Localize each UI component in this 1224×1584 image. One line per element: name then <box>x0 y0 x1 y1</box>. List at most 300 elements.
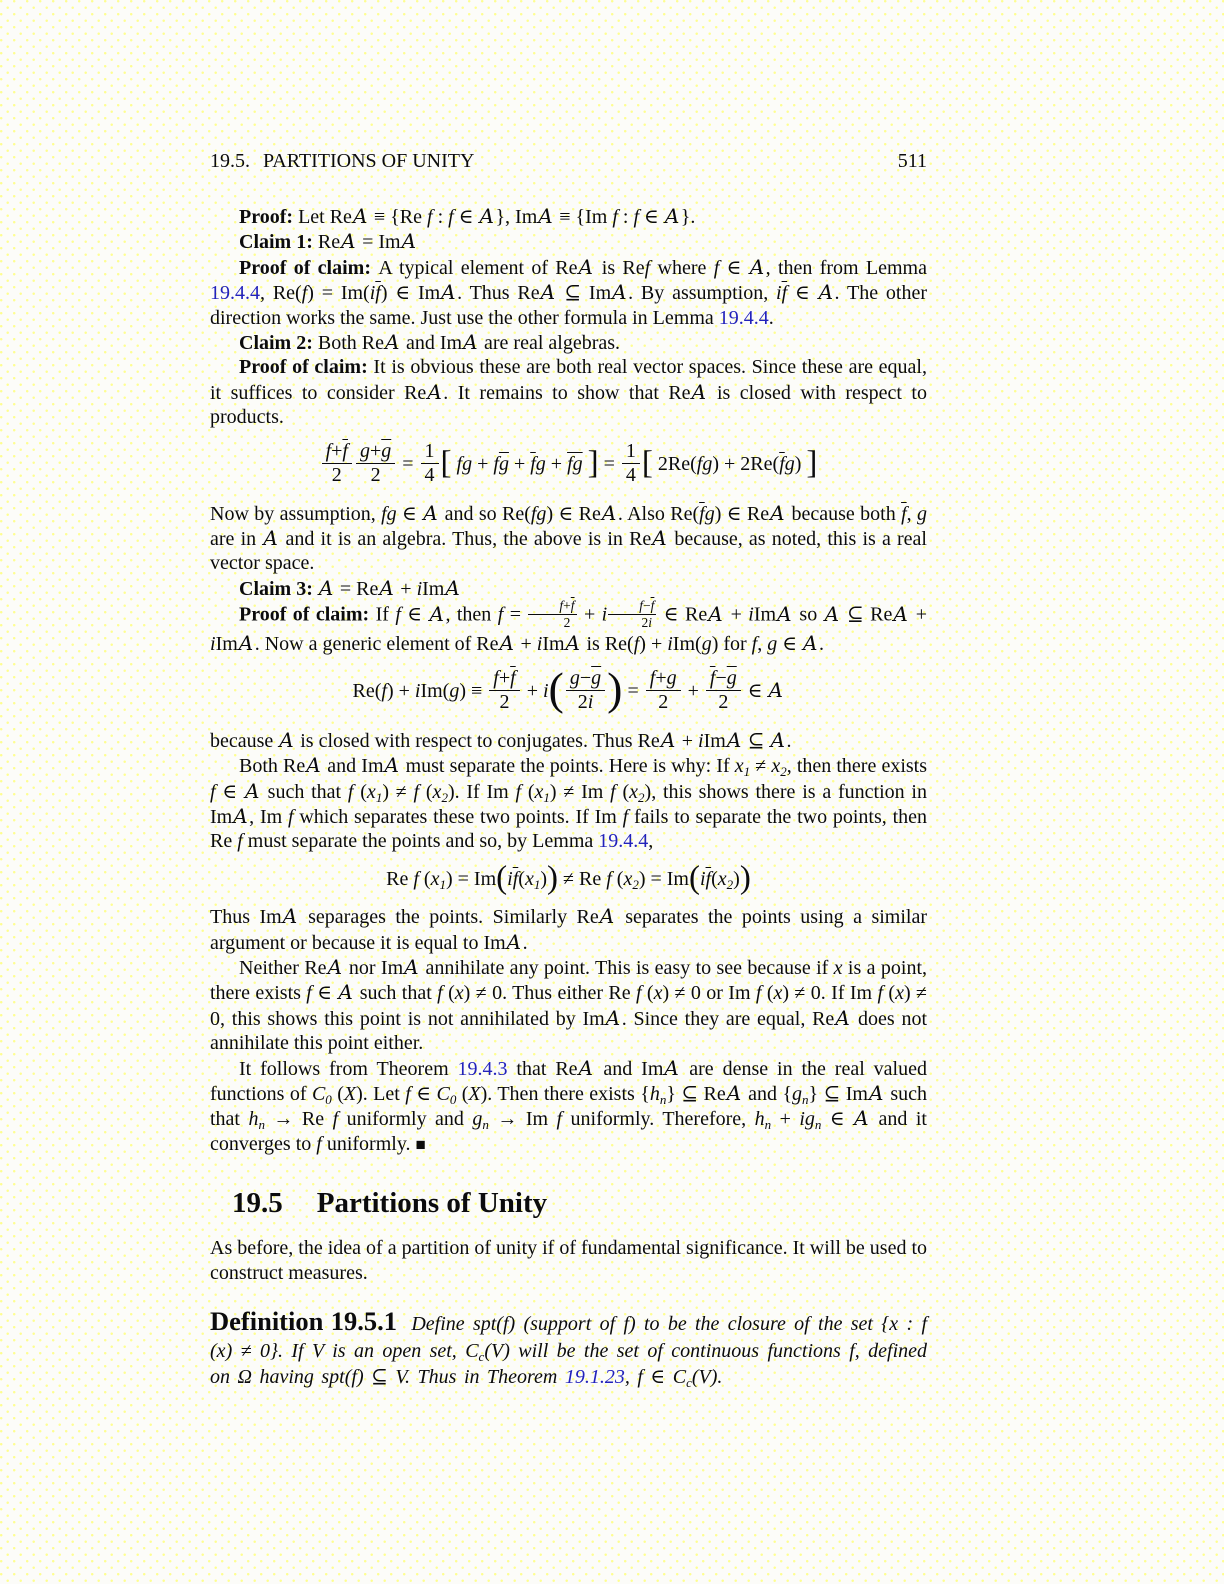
text-run: ) will be the set of continuous functions <box>503 1339 850 1362</box>
math-var: f <box>351 1366 357 1388</box>
math-var: i <box>748 603 754 626</box>
text-run: ∈ <box>396 502 423 525</box>
math-var: i <box>414 679 421 702</box>
overbar-term: $\overline{f}$ <box>705 867 712 890</box>
script-A-symbol: A <box>463 330 479 355</box>
subscript: 1 <box>375 789 383 805</box>
math-var: f <box>306 982 312 1005</box>
math-var: f <box>437 982 443 1005</box>
text-run: is Re <box>594 256 645 279</box>
text-run: → Im <box>488 1108 557 1131</box>
script-A-symbol: A <box>660 727 676 752</box>
text-run: ) ⊆ <box>356 1366 396 1388</box>
math-var: x <box>534 780 544 803</box>
text-run: + <box>498 666 511 689</box>
text-run: is Re( <box>581 633 634 656</box>
text-run: Now by assumption, <box>210 502 382 525</box>
math-var: V <box>698 1366 711 1388</box>
text-run: ( <box>442 982 455 1005</box>
math-var: f <box>610 780 616 803</box>
text-run: 2 <box>718 690 729 713</box>
text-run: ) ∈ Re <box>546 502 601 525</box>
text-run: ) to be the closure of the set { <box>629 1313 890 1335</box>
section-heading <box>232 1187 927 1219</box>
script-A-symbol: A <box>868 1080 884 1105</box>
text-run: 2 <box>563 614 571 630</box>
math-var: f <box>755 982 762 1005</box>
script-A-symbol: A <box>385 330 400 355</box>
script-A-symbol: A <box>803 631 818 656</box>
numerator <box>322 441 352 464</box>
text-run: + <box>676 729 699 752</box>
script-A-symbol: A <box>379 575 395 600</box>
math-var: i <box>536 633 543 656</box>
text-run: ≡ {Im <box>554 206 613 228</box>
text-run: . <box>819 633 824 656</box>
text-run: + <box>545 452 568 475</box>
math-var: f <box>413 780 420 803</box>
overbar-term: $\overline{g}$ <box>726 666 737 689</box>
overbar-term: $\overline{f}$ <box>570 598 575 614</box>
script-A-symbol: A <box>726 1080 742 1105</box>
denominator <box>489 691 519 713</box>
text-run: Im <box>422 577 445 600</box>
math-var: x <box>773 982 783 1005</box>
section-number: 19.5 <box>232 1187 283 1220</box>
text-run: 4 <box>625 463 636 486</box>
text-run: − <box>642 598 651 614</box>
script-A-symbol: A <box>441 280 457 305</box>
text-run: . Thus Re <box>457 282 540 305</box>
math-var: h <box>248 1108 259 1131</box>
script-A-symbol: A <box>768 677 784 702</box>
subscript: 2 <box>441 789 448 805</box>
ref-link[interactable]: 19.4.4 <box>718 306 769 329</box>
text-run: + <box>909 603 928 626</box>
text-run: which separates these two points. If Im <box>293 805 623 828</box>
text-run: + <box>724 603 749 626</box>
math-var: f <box>713 256 720 279</box>
text-run: + <box>577 603 602 626</box>
math-var: X <box>343 1082 357 1105</box>
math-var: f <box>606 867 612 890</box>
text-run: , <box>648 830 654 853</box>
text-run: ) ≠ 0. Thus either Re <box>463 982 636 1005</box>
denominator <box>566 691 605 713</box>
text-run: 2 <box>331 463 342 486</box>
text-run: ∈ <box>821 1108 854 1131</box>
text-run: ∈ <box>410 1082 437 1105</box>
text-run: ( <box>456 1082 469 1105</box>
text-run: nor Im <box>343 956 404 979</box>
text-run: separages the points. Similarly Re <box>298 906 599 929</box>
text-run: . Since they are equal, Re <box>621 1007 835 1030</box>
text-run: ⊆ Re <box>840 603 893 626</box>
subscript: c <box>686 1375 692 1390</box>
math-var: f <box>325 439 332 462</box>
math-var: g <box>535 452 546 475</box>
math-var: i <box>587 690 594 713</box>
text-run: fails to separate the two points, then Re <box>210 805 927 853</box>
equation-generic-element <box>210 663 927 715</box>
script-A-symbol: A <box>479 204 495 228</box>
bigger-delimiter: ) <box>607 663 623 715</box>
subscript: c <box>478 1348 485 1364</box>
text-run: . <box>522 931 528 954</box>
annihilate-paragraph <box>210 955 927 1056</box>
text-run: such that <box>260 780 348 803</box>
header-section-title: PARTITIONS OF UNITY <box>263 150 475 172</box>
math-var: V <box>395 1366 406 1388</box>
math-var: g <box>917 502 928 525</box>
text-run: . <box>786 729 792 752</box>
math-var: fg <box>456 452 473 475</box>
math-var: i <box>210 633 216 656</box>
text-run: ) + 2Re( <box>712 452 780 475</box>
script-A-symbol: A <box>445 575 461 600</box>
math-var: f <box>644 256 651 279</box>
math-var: x <box>629 780 639 803</box>
script-A-symbol: A <box>652 526 668 551</box>
text-run: such that <box>354 982 438 1005</box>
math-var: x <box>895 982 904 1005</box>
after-equation-paragraph <box>210 501 927 576</box>
definition-label: Definition 19.5.1 <box>210 1306 398 1336</box>
math-var: g <box>704 502 715 525</box>
big-delimiter: ) <box>739 860 751 897</box>
text-run: = <box>598 452 620 475</box>
subscript: 2 <box>780 764 787 780</box>
text-run: . The other direction works the same. Just use the other formula in Lemma <box>210 282 927 329</box>
text-run: As before, the idea of a partition of unity if of fundamental significance. It will be used to construct measures. <box>210 1237 928 1284</box>
math-var: f <box>448 206 454 228</box>
overbar-term: $\overline{f}$ <box>781 282 788 305</box>
text-run: ( <box>484 1339 491 1362</box>
math-var: x <box>216 1339 226 1362</box>
text-run: ∈ <box>215 780 244 803</box>
math-var: f <box>237 830 243 853</box>
bold-run: Proof of claim: <box>239 356 374 379</box>
text-run: ( <box>761 982 774 1005</box>
script-A-symbol: A <box>429 601 445 626</box>
text-run: Re( <box>352 679 382 702</box>
header-section-number: 19.5. <box>210 150 250 172</box>
math-var: x <box>833 956 843 979</box>
subscript: n <box>482 1117 489 1133</box>
text-run: 2 <box>499 690 510 713</box>
overbar-term: $\overline{g}$ <box>591 666 602 689</box>
math-var: ig <box>799 1108 815 1131</box>
bigger-delimiter: ( <box>548 663 564 715</box>
header-left <box>210 150 474 172</box>
script-A-symbol: A <box>352 204 368 228</box>
text-run: ). If Im <box>447 780 516 803</box>
text-run: and so Re( <box>439 502 531 525</box>
text-run: , Im <box>249 805 288 828</box>
script-A-symbol: A <box>338 980 354 1005</box>
text-run: ) ≠ Im <box>549 780 611 803</box>
text-run: Im <box>215 633 238 656</box>
math-var: f <box>877 982 884 1005</box>
big-delimiter: ] <box>587 445 599 482</box>
script-A-symbol: A <box>612 280 628 305</box>
math-var: f <box>751 633 758 656</box>
text-run: and Im <box>400 332 463 355</box>
subscript: 2 <box>638 789 645 805</box>
text-run: ≠ <box>750 755 772 778</box>
text-run: It is obvious these are both real vector spaces. Since these are equal, it suffices to consider Re <box>210 356 927 404</box>
script-A-symbol: A <box>341 229 357 254</box>
text-run: → Re <box>264 1108 333 1131</box>
math-var: C <box>311 1082 326 1105</box>
text-run: ⊆ <box>742 729 770 752</box>
math-var: f <box>559 598 564 614</box>
math-var: x <box>366 780 376 803</box>
math-var: i <box>648 614 653 630</box>
text-run: Thus Im <box>210 906 282 929</box>
text-run: + <box>515 633 537 656</box>
text-run: , Re( <box>260 282 302 305</box>
math-var: f <box>635 982 642 1005</box>
math-var: f <box>921 1313 927 1335</box>
math-var: i <box>699 867 706 890</box>
text-run: and Im <box>322 755 384 778</box>
math-var: i <box>369 282 376 305</box>
text-run: . By assumption, <box>628 282 777 305</box>
script-A-symbol: A <box>708 601 724 626</box>
text-run: ∈ <box>311 982 338 1005</box>
math-var: g <box>569 666 580 689</box>
text-run: ( <box>518 867 525 890</box>
text-run: must separate the points. Here is why: If <box>400 755 735 778</box>
math-var: f <box>502 1313 509 1335</box>
script-A-symbol: A <box>854 1106 870 1131</box>
text-run: ) <box>540 867 547 890</box>
text-run: where <box>650 256 714 279</box>
ref-link[interactable]: 19.4.4 <box>598 830 649 853</box>
subscript: n <box>814 1117 822 1133</box>
script-A-symbol: A <box>749 254 765 279</box>
script-A-symbol: A <box>605 1005 621 1030</box>
text-run: . <box>768 306 774 329</box>
separages-paragraph <box>210 904 927 955</box>
text-run: 2 <box>577 690 588 713</box>
ref-link[interactable]: 19.1.23 <box>564 1366 625 1388</box>
text-run: Im <box>753 603 777 626</box>
text-run: : <box>617 206 634 228</box>
proof-paragraph <box>210 204 927 229</box>
math-var: C <box>436 1082 450 1105</box>
overbar-term: $\overline{g}$ <box>498 452 509 475</box>
ref-link[interactable]: 19.4.3 <box>457 1057 508 1080</box>
text-run: + <box>395 577 417 600</box>
overbar-term: $\overline{fg}$ <box>567 452 583 475</box>
numerator <box>421 441 439 464</box>
overbar-term: $\overline{f}$ <box>779 452 785 475</box>
text-run: ( <box>883 982 896 1005</box>
text-run: ( <box>641 982 654 1005</box>
math-var: f <box>612 206 618 228</box>
big-delimiter: ] <box>806 445 818 482</box>
math-var: f <box>556 1108 563 1131</box>
subscript: n <box>764 1117 772 1133</box>
qed-square: ■ <box>415 1134 426 1154</box>
numerator <box>608 599 656 615</box>
big-delimiter: ( <box>688 860 700 897</box>
overbar-term: $\overline{f}$ <box>342 439 348 462</box>
text-run: }. <box>680 206 696 228</box>
script-A-symbol: A <box>506 929 522 954</box>
text-run: + <box>682 679 704 702</box>
bold-run: Proof: <box>239 206 299 228</box>
text-run: − <box>715 666 727 689</box>
math-var: g <box>701 633 712 656</box>
math-var: f <box>849 1339 855 1362</box>
definition-19-5-1 <box>210 1308 927 1391</box>
fraction <box>421 441 439 486</box>
text-run: = <box>397 452 419 475</box>
text-run: = Re <box>334 577 379 600</box>
math-var: g <box>767 633 778 656</box>
script-A-symbol: A <box>282 904 298 929</box>
text-run: 4 <box>424 463 435 486</box>
script-A-symbol: A <box>401 229 417 254</box>
text-run: is closed with respect to conjugates. Thus Re <box>295 729 660 752</box>
script-A-symbol: A <box>306 753 322 778</box>
subscript: 1 <box>743 764 751 780</box>
fraction <box>566 668 605 713</box>
text-run: and it is an algebra. Thus, the above is in Re <box>279 528 652 551</box>
bold-run: Claim 3: <box>239 577 318 600</box>
text-run: ) <box>794 452 807 475</box>
math-var: x <box>717 867 727 890</box>
text-run: If <box>375 603 396 626</box>
script-A-symbol: A <box>565 631 581 656</box>
text-run: ∈ <box>639 206 664 228</box>
text-run: . Thus in Theorem <box>405 1366 565 1388</box>
math-var: x <box>430 867 440 890</box>
math-var: f <box>301 282 308 305</box>
text-run: Re <box>386 867 414 890</box>
text-run: because <box>210 729 279 752</box>
text-run: Define spt( <box>403 1313 503 1335</box>
numerator <box>622 441 640 464</box>
text-run: = Im <box>357 231 401 254</box>
claim-1 <box>210 229 927 254</box>
math-var: g <box>666 666 677 689</box>
text-run: : <box>432 206 449 228</box>
text-run: : <box>898 1313 922 1335</box>
script-A-symbol: A <box>770 727 786 752</box>
fraction <box>706 668 741 713</box>
text-run: ) + <box>386 679 415 702</box>
math-var: f <box>637 1366 643 1388</box>
math-var: h <box>754 1108 765 1131</box>
math-var: x <box>653 982 663 1005</box>
numerator <box>356 441 395 464</box>
script-A-symbol: A <box>578 1055 594 1080</box>
math-var: f <box>493 452 499 475</box>
script-A-symbol: A <box>770 500 786 525</box>
text-run: }, Im <box>495 206 538 228</box>
proof-of-claim-3 <box>210 598 928 656</box>
text-run: ) <box>733 867 740 890</box>
math-var: i <box>542 679 549 702</box>
numerator <box>489 668 519 691</box>
text-run: Im( <box>420 679 450 702</box>
math-var: x <box>623 867 633 890</box>
script-A-symbol: A <box>601 500 617 525</box>
text-run: . It remains to show that Re <box>443 381 691 404</box>
script-A-symbol: A <box>327 954 343 979</box>
math-var: C <box>465 1339 479 1362</box>
bold-run: Claim 1: <box>239 231 318 254</box>
text-run: + <box>331 439 343 462</box>
script-A-symbol: A <box>578 254 594 279</box>
text-run: + <box>472 452 494 475</box>
script-A-symbol: A <box>404 954 420 979</box>
text-run: Ω <box>237 1366 252 1388</box>
script-A-symbol: A <box>835 1005 851 1030</box>
text-run: ⊆ Im <box>556 282 612 305</box>
script-A-symbol: A <box>540 280 556 305</box>
math-var: f <box>427 206 433 228</box>
text-run: ( <box>210 1339 217 1362</box>
text-run: is closed with respect to products. <box>210 381 927 429</box>
text-run: + <box>771 1108 800 1131</box>
script-A-symbol: A <box>691 379 707 404</box>
math-var: V <box>311 1339 324 1362</box>
text-run: Neither Re <box>239 956 327 979</box>
math-var: fg <box>696 452 713 475</box>
big-delimiter: ( <box>496 860 508 897</box>
text-run: ≡ {Re <box>368 206 427 228</box>
text-run: because, as noted, this is a real vector space. <box>210 528 927 575</box>
text-run: ). Then there exists { <box>480 1082 650 1105</box>
text-run: are real algebras. <box>479 332 621 355</box>
after-equation-2-paragraph <box>210 728 927 753</box>
text-run: Both Re <box>317 332 385 355</box>
text-run: } ⊆ Re <box>666 1082 726 1105</box>
math-var: i <box>507 867 513 890</box>
numerator <box>566 668 605 691</box>
overbar-term: $\overline{f}$ <box>512 867 519 890</box>
text-run: ( <box>353 780 367 803</box>
math-var: i <box>698 729 704 752</box>
subscript: 2 <box>632 876 639 892</box>
subscript: 0 <box>449 1091 457 1107</box>
text-run: } ⊆ Im <box>808 1082 868 1105</box>
math-var: f <box>405 1082 411 1105</box>
text-run: ( <box>615 780 630 803</box>
script-A-symbol: A <box>263 526 279 551</box>
math-var: f <box>210 780 216 803</box>
text-run: ), this shows there is a function in Im <box>210 780 927 828</box>
text-run: . Also Re( <box>617 502 700 525</box>
fraction <box>356 441 395 486</box>
big-delimiter: ) <box>547 860 558 897</box>
text-run: 2 <box>658 690 669 713</box>
text-run: so <box>793 603 824 626</box>
text-run: must separate the points and so, by Lemma <box>242 830 599 853</box>
math-var: f <box>381 679 387 702</box>
math-var: g <box>784 452 795 475</box>
text-run: ( <box>691 1366 699 1388</box>
subscript: 2 <box>726 876 734 892</box>
ref-link[interactable]: 19.4.4 <box>210 282 260 305</box>
text-run: , then from Lemma <box>765 256 927 279</box>
text-run: + <box>369 439 382 462</box>
